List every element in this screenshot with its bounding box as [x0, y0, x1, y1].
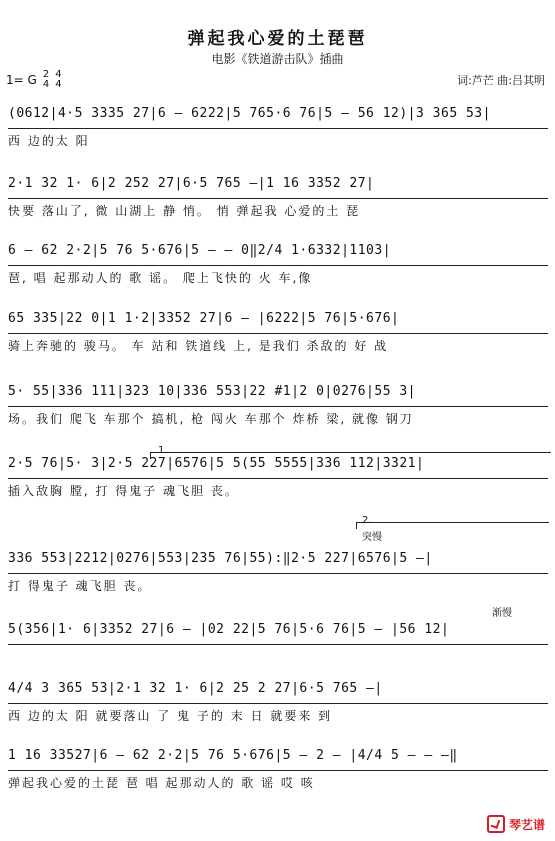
credits: 词:芦芒 曲:吕其明 — [457, 74, 545, 87]
song-title: 弹起我心爱的土琵琶 — [187, 29, 368, 49]
notation-row-6: 2·5 76|5· 3|2·5 227|6576|5 5(55 5555|336 112|3321| — [8, 456, 548, 480]
notation-row-10: 1 16 33527|6 — 62 2·2|5 76 5·676|5 — 2 — |4/4 5 — — —‖ — [8, 748, 548, 772]
lyrics-row-9: 西 边的太 阳 就要落山 了 鬼 子的 末 日 就要来 到 — [8, 709, 333, 723]
volta-1-bracket — [150, 452, 551, 459]
time-num-b: 4 — [55, 69, 62, 80]
notation-row-7: 336 553|2212|0276|553|235 76|55):‖2·5 227|6576|5 —| — [8, 551, 548, 575]
lyrics-row-6: 插入敌胸 膛, 打 得鬼子 魂飞胆 丧。 — [8, 484, 239, 498]
volta-2-bracket — [356, 522, 549, 529]
lyrics-row-1: 西 边的太 阳 — [8, 134, 90, 148]
notation-row-9: 4/4 3 365 53|2·1 32 1· 6|2 25 2 27|6·5 765 —| — [8, 681, 548, 705]
notation-row-3: 6 — 62 2·2|5 76 5·676|5 — — 0‖2/4 1·6332|1103| — [8, 243, 548, 267]
song-subtitle: 电影《铁道游击队》插曲 — [211, 52, 344, 66]
watermark — [487, 815, 545, 833]
volta-2-label: 2. — [362, 515, 372, 526]
slow-marking: 突慢 — [362, 532, 382, 543]
time-num-a: 2 — [42, 69, 50, 80]
time-den-b: 4 — [55, 79, 62, 90]
time-signature-b — [55, 70, 61, 90]
key-signature — [6, 70, 62, 90]
watermark-logo-icon — [487, 815, 505, 833]
volta-1-label: 1. — [158, 445, 168, 456]
lyrics-row-7: 打 得鬼子 魂飞胆 丧。 — [8, 579, 152, 593]
lyrics-row-3: 琶, 唱 起那动人的 歌 谣。 爬上飞快的 火 车,像 — [8, 271, 313, 285]
time-signature-a — [43, 70, 49, 90]
lyrics-row-4: 骑上奔驰的 骏马。 车 站和 铁道线 上, 是我们 杀敌的 好 战 — [8, 339, 389, 353]
notation-row-2: 2·1 32 1· 6|2 252 27|6·5 765 —|1 16 3352 27| — [8, 176, 548, 200]
notation-row-4: 65 335|22 0|1 1·2|3352 27|6 — |6222|5 76|5·676| — [8, 311, 548, 335]
notation-row-8: 5(356|1· 6|3352 27|6 — |02 22|5 76|5·6 76|5 — |56 12| — [8, 622, 548, 646]
notation-row-5: 5· 55|336 111|323 10|336 553|22 #1|2 0|0276|55 3| — [8, 384, 548, 408]
gradual-marking: 渐慢 — [492, 608, 512, 619]
time-den-a: 4 — [42, 79, 50, 90]
notation-row-1: (0612|4·5 3335 27|6 — 6222|5 765·6 76|5 — 56 12)|3 365 53| — [8, 106, 548, 130]
watermark-text: 琴艺谱 — [508, 817, 545, 832]
lyrics-row-10: 弹起我心爱的土琵 琶 唱 起那动人的 歌 谣 哎 咳 — [8, 776, 315, 790]
lyrics-row-5: 场。我们 爬飞 车那个 搞机, 枪 闯火 车那个 炸桥 梁, 就像 钢刀 — [8, 412, 414, 426]
lyrics-row-2: 快要 落山了, 微 山湖上 静 悄。 悄 弹起我 心爱的土 琵 — [8, 204, 361, 218]
key-label: 1= G — [6, 73, 37, 87]
